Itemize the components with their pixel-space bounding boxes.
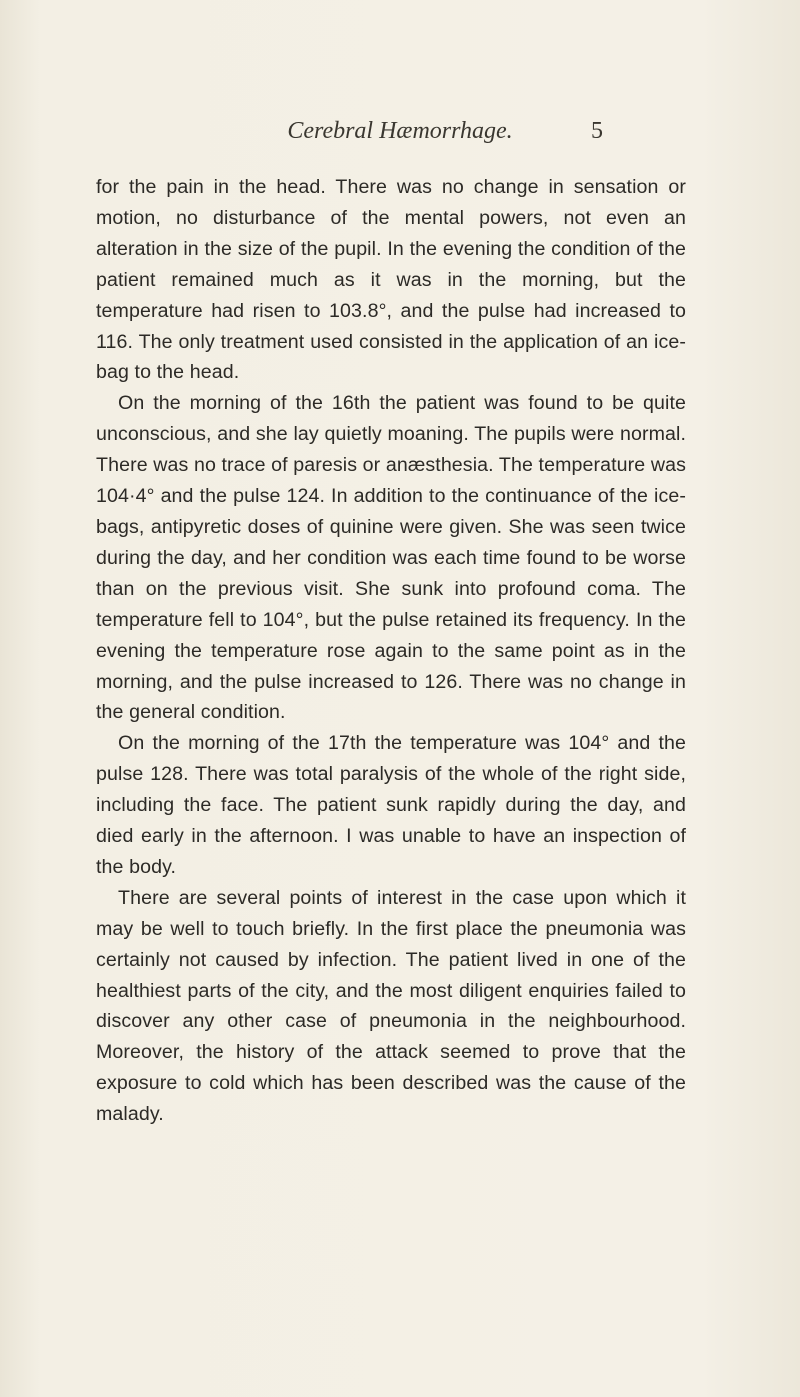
page-number: 5 (591, 118, 603, 144)
paragraph-continuation: for the pain in the head. There was no change in sensation or motion, no disturbance of the mental powers, not even an alteration in the size of the pupil. In the evening the condition of the patient remained much as it was in the morning, but the temperature had risen to 103.8°, and the pulse had increased to 116. The only treatment used consisted in the application of an ice-bag to the head. (96, 176, 686, 384)
paragraph-16th-morning: On the morning of the 16th the patient was found to be quite unconscious, and she lay quietly moaning. The pupils were normal. There was no trace of paresis or anæsthesia. The temperature was 104·4° and the pulse 124. In addition to the continuance of the ice-bags, antipyretic doses of quinine were given. She was seen twice during the day, and her condition was each time found to be worse than on the previous visit. She sunk into profound coma. The temperature fell to 104°, but the pulse retained its frequency. In the evening the temperature rose again to the same point as in the morning, and the pulse increased to 126. There was no change in the general condition. (96, 392, 686, 724)
page-header (0, 118, 800, 158)
body-text (96, 172, 686, 1130)
paragraph-points-of-interest: There are several points of interest in the case upon which it may be well to touch briefly. In the first place the pneumonia was certainly not caused by infection. The patient lived in one of the healthiest parts of the city, and the most diligent enquiries failed to discover any other case of pneumonia in the neighbourhood. Moreover, the history of the attack seemed to prove that the exposure to cold which has been described was the cause of the malady. (96, 886, 686, 1126)
running-title: Cerebral Hæmorrhage. (287, 118, 513, 144)
paragraph-17th-morning: On the morning of the 17th the temperature was 104° and the pulse 128. There was total paralysis of the whole of the right side, including the face. The patient sunk rapidly during the day, and died early in the afternoon. I was unable to have an inspection of the body. (96, 732, 686, 878)
